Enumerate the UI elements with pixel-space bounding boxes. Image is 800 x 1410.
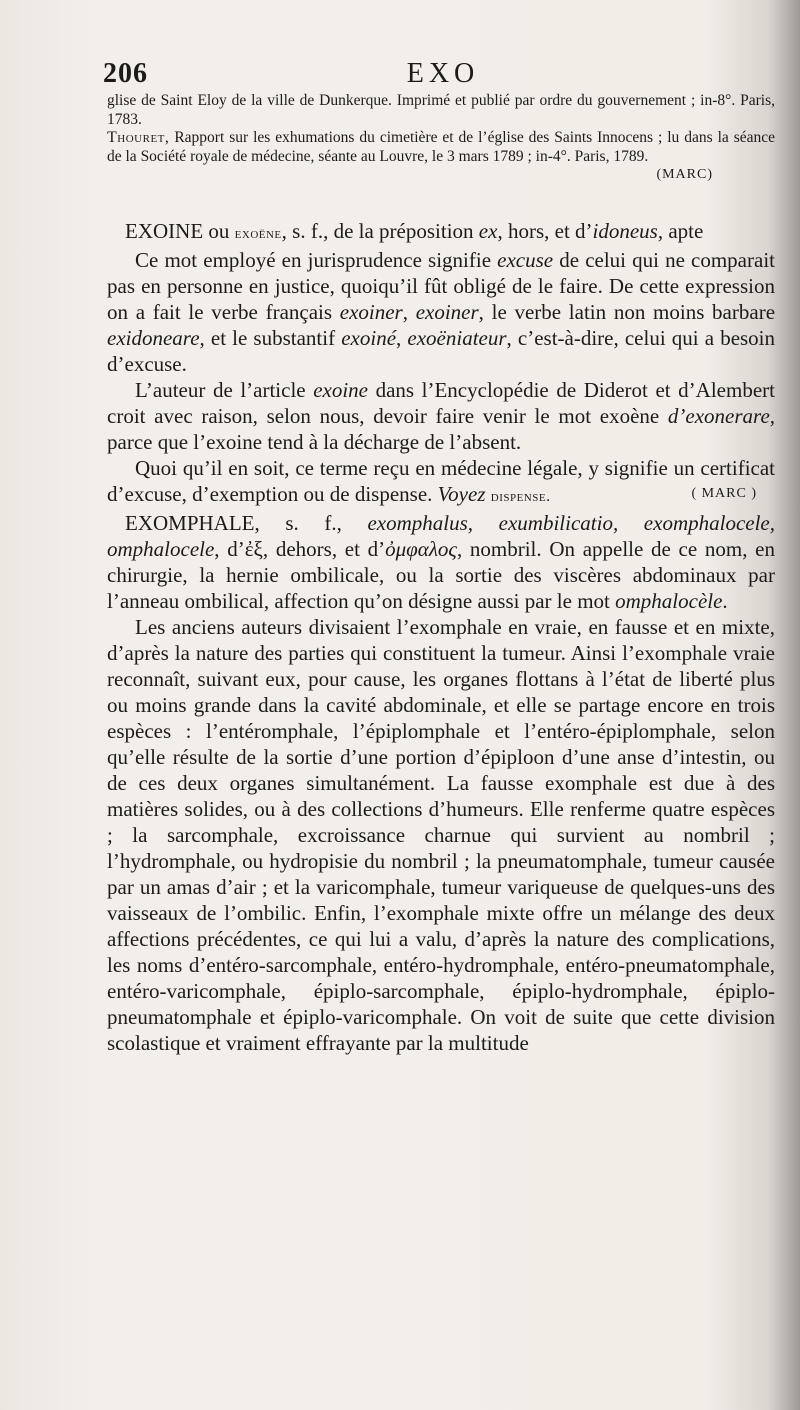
bibliography-entry-1: glise de Saint Eloy de la ville de Dunkerque. Imprimé et publié par ordre du gouvernement ; in-8°. Paris, 1783.: [107, 92, 775, 128]
bibliography-entry-2: [107, 129, 775, 166]
bibliography-author: Thouret,: [107, 129, 170, 146]
exoine-paragraph-1: Ce mot employé en jurisprudence signifie excuse de celui qui ne comparait pas en personne en justice, quoiqu’il fût obligé de le faire. De cette expression on a fait le verbe français exoiner, exoiner, le verbe latin non moins barbare exidoneare, et le substantif exoiné, exoëniateur, c’est-à-dire, celui qui a besoin d’excuse.: [107, 248, 776, 376]
bibliography-text: Rapport sur les exhumations du cimetière et de l’église des Saints Innocens ; lu dans la séance de la Société royale de médecine, séante au Louvre, le 3 mars 1789 ; in-4°. Paris, 1789.: [107, 129, 775, 165]
author-signature: (MARC): [656, 167, 713, 182]
bibliography-continuation: [107, 92, 775, 185]
article-body: [107, 218, 775, 1056]
headword-exomphale: EXOMPHALE: [125, 511, 255, 535]
exoine-paragraph-3: Quoi qu’il en soit, ce terme reçu en médecine légale, y signifie un certificat d’excuse, d’exemption ou de dispense. Voyez dispense. ( MARC ): [107, 456, 775, 506]
exoine-paragraph-2: L’auteur de l’article exoine dans l’Encyclopédie de Diderot et d’Alembert croit avec raison, selon nous, devoir faire venir le mot exoène d’exonerare, parce que l’exoine tend à la décharge de l’absent.: [107, 378, 776, 454]
author-signature: ( MARC ): [691, 486, 757, 501]
exomphale-paragraph-2: Les anciens auteurs divisaient l’exomphale en vraie, en fausse et en mixte, d’après la nature des parties qui constituent la tumeur. Ainsi l’exomphale vraie reconnaît, suivant eux, pour cause, les organes flottans à l’état de liberté plus ou moins grande dans la cavité abdominale, et elle se partage encore en trois espèces : l’entéromphale, l’épiplomphale et l’entéro-épiplomphale, selon qu’elle résulte de la sortie d’une portion d’épiploon d’une anse d’intestin, ou de ces deux organes simultanément. La fausse exomphale est due à des matières solides, ou à des collections d’humeurs. Elle renferme quatre espèces ; la sarcomphale, excroissance charnue qui survient au nombril ; l’hydromphale, ou hydropisie du nombril ; la pneumatomphale, tumeur causée par un amas d’air ; et la varicomphale, tumeur variqueuse de quelques-uns des vaisseaux de l’ombilic. Enfin, l’exomphale mixte offre un mélange des deux affections précédentes, ce qui lui a valu, d’après la nature des complications, les noms d’entéro-sarcomphale, entéro-hydromphale, entéro-pneumatomphale, entéro-varicomphale, épiplo-sarcomphale, épiplo-hydromphale, épiplo-pneumatomphale et épiplo-varicomphale. On voit de suite que cette division scolastique et vraiment effrayante par la multitude: [107, 615, 775, 1055]
exomphale-entry-head: EXOMPHALE, s. f., exomphalus, exumbilicatio, exomphalocele, omphalocele, d’ἐξ, dehors, et d’ὀμφαλος, nombril. On appelle de ce nom, en chirurgie, la hernie ombilicale, ou la sortie des viscères abdominaux par l’anneau ombilical, affection qu’on désigne aussi par le mot omphalocèle.: [107, 511, 775, 613]
page-header: [103, 58, 783, 92]
cross-reference-dispense: dispense.: [490, 488, 551, 505]
exoine-entry-head: EXOINE ou exoëne, s. f., de la préposition ex, hors, et d’idoneus, apte: [125, 219, 704, 243]
headword-exoine: EXOINE: [125, 219, 204, 243]
running-head: EXO: [406, 58, 480, 89]
page-number: 206: [103, 58, 148, 89]
